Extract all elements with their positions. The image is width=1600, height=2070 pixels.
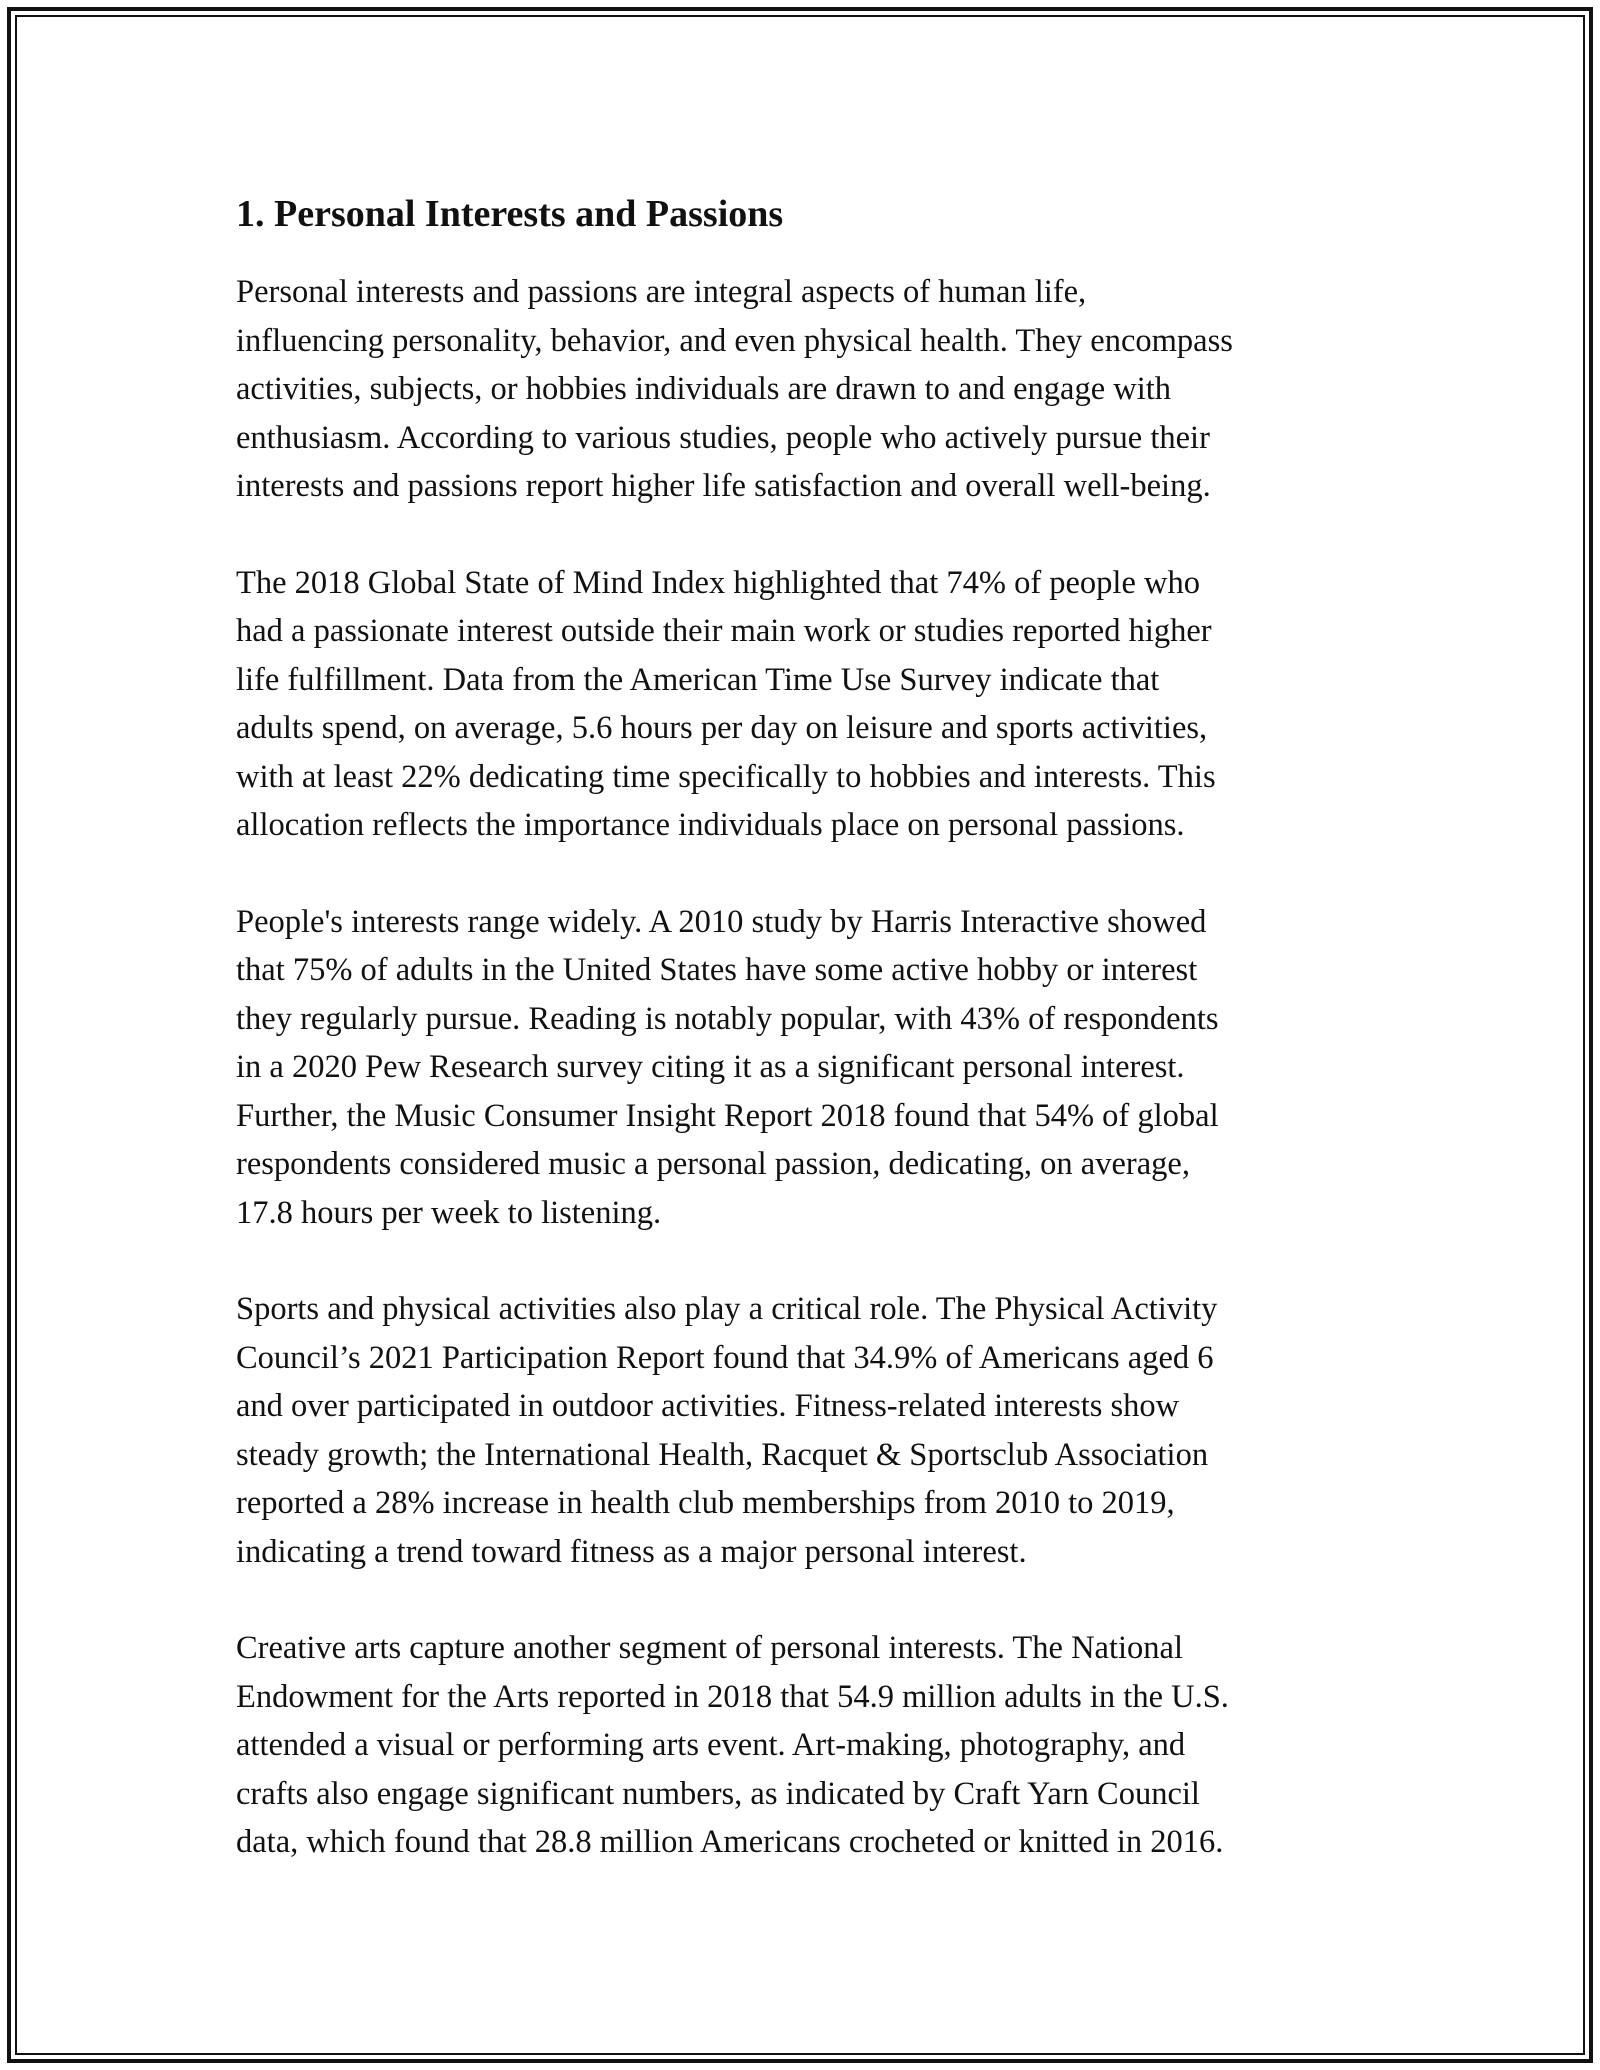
text-line: Further, the Music Consumer Insight Report 2018 found that 54% of global: [236, 1097, 1219, 1134]
text-line: 17.8 hours per week to listening.: [236, 1194, 662, 1231]
text-line: The 2018 Global State of Mind Index highlighted that 74% of people who: [236, 564, 1200, 601]
text-line: had a passionate interest outside their main work or studies reported higher: [236, 613, 1212, 649]
text-line: steady growth; the International Health, Racquet & Sportsclub Association: [236, 1436, 1209, 1473]
text-line: Sports and physical activities also play a critical role. The Physical Activity: [236, 1291, 1218, 1327]
text-line: indicating a trend toward fitness as a major personal interest.: [236, 1533, 1027, 1570]
text-line: influencing personality, behavior, and even physical health. They encompass: [236, 322, 1233, 359]
text-line: data, which found that 28.8 million Americans crocheted or knitted in 2016.: [236, 1824, 1224, 1860]
section-heading: 1. Personal Interests and Passions: [236, 193, 784, 235]
text-line: life fulfillment. Data from the American Time Use Survey indicate that: [236, 661, 1160, 698]
text-line: attended a visual or performing arts event. Art-making, photography, and: [236, 1727, 1186, 1763]
paragraph-statistics: [236, 559, 1386, 850]
text-line: activities, subjects, or hobbies individuals are drawn to and engage with: [236, 371, 1172, 407]
paragraph-sports: [236, 1285, 1386, 1576]
text-line: Endowment for the Arts reported in 2018 that 54.9 million adults in the U.S.: [236, 1678, 1229, 1715]
text-line: enthusiasm. According to various studies, people who actively pursue their: [236, 419, 1210, 456]
text-line: respondents considered music a personal passion, dedicating, on average,: [236, 1146, 1190, 1182]
document-body: [236, 186, 1386, 1915]
text-line: they regularly pursue. Reading is notably popular, with 43% of respondents: [236, 1000, 1219, 1037]
text-line: adults spend, on average, 5.6 hours per day on leisure and sports activities,: [236, 710, 1208, 746]
text-line: People's interests range widely. A 2010 study by Harris Interactive showed: [236, 903, 1207, 940]
text-line: with at least 22% dedicating time specifically to hobbies and interests. This: [236, 758, 1216, 795]
text-line: reported a 28% increase in health club memberships from 2010 to 2019,: [236, 1485, 1175, 1521]
text-line: interests and passions report higher life satisfaction and overall well-being.: [236, 468, 1211, 504]
text-line: in a 2020 Pew Research survey citing it as a significant personal interest.: [236, 1049, 1185, 1085]
text-line: and over participated in outdoor activities. Fitness-related interests show: [236, 1388, 1180, 1424]
text-line: that 75% of adults in the United States have some active hobby or interest: [236, 952, 1198, 988]
text-line: Personal interests and passions are integral aspects of human life,: [236, 274, 1087, 310]
paragraph-creative-arts: [236, 1624, 1386, 1867]
text-line: Creative arts capture another segment of personal interests. The National: [236, 1630, 1183, 1666]
text-line: allocation reflects the importance individuals place on personal passions.: [236, 807, 1185, 843]
paragraph-intro: [236, 268, 1386, 511]
text-line: Council’s 2021 Participation Report found that 34.9% of Americans aged 6: [236, 1339, 1214, 1376]
text-line: crafts also engage significant numbers, as indicated by Craft Yarn Council: [236, 1775, 1200, 1812]
paragraph-interest-range: [236, 898, 1386, 1238]
